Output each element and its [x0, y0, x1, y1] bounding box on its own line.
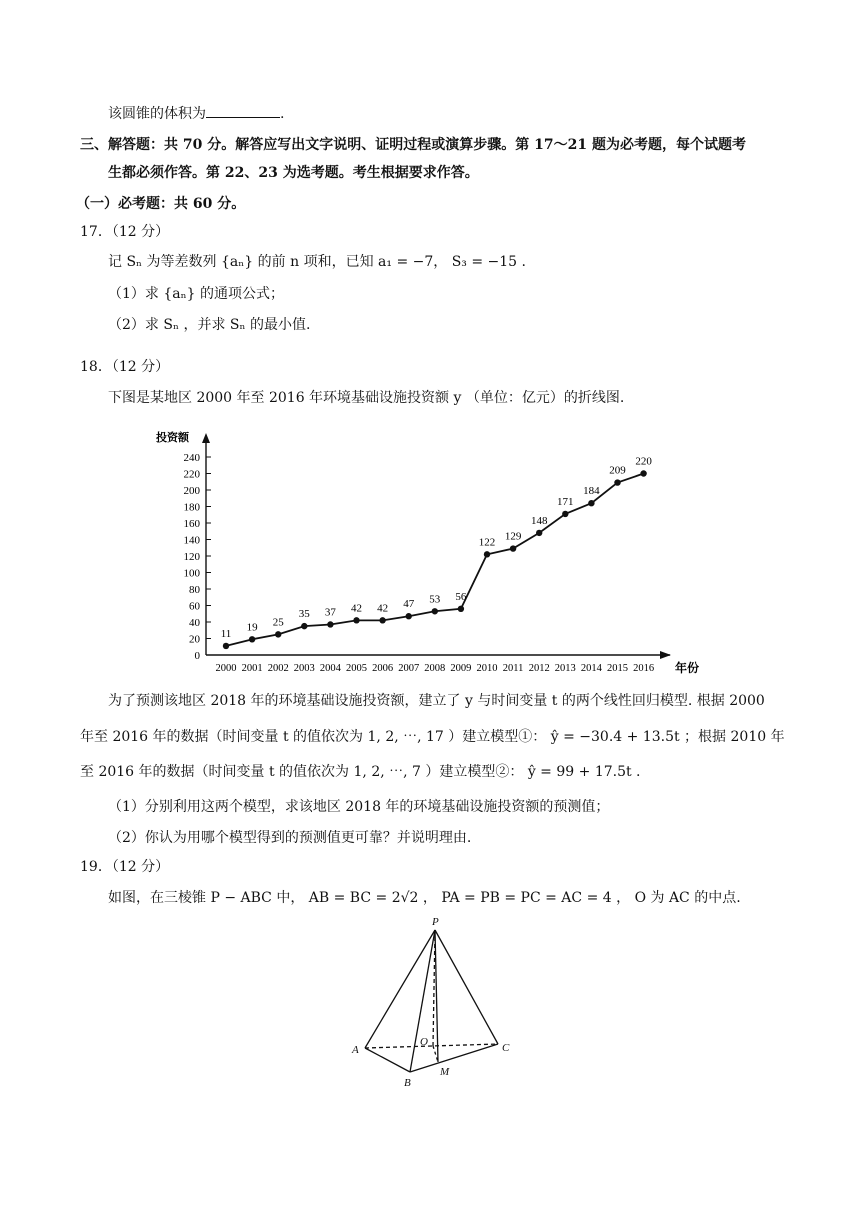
data-label: 11: [220, 627, 232, 640]
y-tick-label: 140: [183, 534, 200, 547]
data-label: 53: [429, 593, 441, 606]
x-tick-label: 2008: [424, 663, 446, 674]
x-tick-label: 2013: [554, 663, 576, 674]
q17-stem: 记 Sₙ 为等差数列 {aₙ} 的前 n 项和，已知 a₁ = −7， S₃ = −15 .: [108, 254, 526, 270]
x-tick-label: 2010: [476, 663, 498, 674]
x-tick-label: 2007: [398, 663, 420, 674]
label-C: C: [502, 1042, 510, 1054]
data-label: 184: [583, 485, 600, 498]
data-point: [562, 511, 568, 517]
data-point: [458, 606, 464, 612]
q18-number: 18．（12 分）: [80, 359, 170, 375]
data-label: 56: [455, 590, 467, 603]
data-label: 171: [557, 495, 574, 508]
x-tick-label: 2012: [528, 663, 550, 674]
y-tick-label: 40: [189, 617, 200, 629]
x-axis-label: 年份: [675, 661, 700, 675]
data-label: 122: [478, 536, 496, 549]
y-tick-label: 240: [183, 452, 200, 464]
q18-body2: 年至 2016 年的数据（时间变量 t 的值依次为 1, 2, ⋯, 17 ）建立模型①： ŷ = −30.4 + 13.5t ；根据 2010 年: [80, 729, 785, 745]
x-tick-label: 2001: [241, 663, 263, 674]
x-tick-label: 2011: [502, 663, 524, 674]
q18-body3: 至 2016 年的数据（时间变量 t 的值依次为 1, 2, ⋯, 7 ）建立模型②： ŷ = 99 + 17.5t .: [80, 764, 641, 780]
edge-AB: [365, 1048, 410, 1072]
y-tick-label: 80: [189, 584, 200, 596]
x-tick-label: 2015: [607, 663, 628, 674]
data-point: [301, 623, 307, 629]
y-tick-label: 0: [194, 650, 200, 662]
data-point: [249, 636, 255, 642]
data-label: 42: [351, 602, 362, 615]
q19-stem: 如图，在三棱锥 P − ABC 中， AB = BC = 2√2 ， PA = PB = PC = AC = 4 ， O 为 AC 的中点.: [108, 890, 741, 906]
x-tick-label: 2004: [319, 663, 341, 674]
q16-text: 该圆锥的体积为: [108, 106, 206, 122]
y-axis-label: 投资额: [156, 432, 189, 444]
q17-part1: （1）求 {aₙ} 的通项公式；: [108, 286, 285, 302]
data-label: 37: [324, 606, 336, 619]
y-tick-label: 180: [183, 501, 200, 514]
x-tick-label: 2002: [267, 663, 289, 674]
series-line: [226, 474, 644, 646]
data-label: 129: [504, 530, 522, 543]
q17-number: 17．（12 分）: [80, 224, 170, 240]
data-label: 35: [298, 608, 310, 621]
edge-PM: [435, 930, 438, 1062]
y-tick-label: 60: [189, 600, 200, 613]
section-required: （一）必考题：共 60 分。: [76, 196, 246, 212]
q18-part1: （1）分别利用这两个模型，求该地区 2018 年的环境基础设施投资额的预测值；: [108, 799, 610, 815]
x-tick-label: 2003: [293, 663, 315, 674]
data-label: 220: [635, 455, 652, 468]
x-tick-label: 2016: [633, 663, 655, 674]
label-A: A: [352, 1044, 359, 1056]
x-tick-label: 2000: [215, 663, 237, 674]
data-label: 148: [530, 514, 548, 527]
x-axis-arrow: [660, 651, 671, 659]
data-label: 19: [246, 621, 258, 634]
data-point: [536, 530, 542, 536]
data-point: [275, 631, 281, 637]
data-label: 42: [377, 602, 389, 615]
q18-body1: 为了预测该地区 2018 年的环境基础设施投资额，建立了 y 与时间变量 t 的两个线性回归模型. 根据 2000: [108, 693, 765, 709]
y-axis-arrow: [202, 433, 210, 443]
label-B: B: [404, 1077, 411, 1089]
edge-PC: [435, 930, 498, 1044]
edge-BC: [410, 1044, 498, 1072]
data-label: 47: [403, 598, 415, 611]
q18-stem: 下图是某地区 2000 年至 2016 年环境基础设施投资额 y （单位：亿元）的折线图.: [108, 390, 625, 406]
data-label: 25: [272, 616, 284, 629]
label-M: M: [440, 1066, 450, 1078]
data-point: [588, 500, 594, 506]
q16-tail: [108, 103, 284, 124]
answer-blank: [206, 103, 280, 118]
label-O: O: [420, 1036, 428, 1048]
x-tick-label: 2005: [346, 663, 367, 674]
data-point: [614, 479, 620, 485]
data-point: [406, 613, 412, 619]
y-tick-label: 200: [183, 485, 200, 497]
data-point: [223, 643, 229, 649]
q16-end: .: [280, 106, 285, 122]
data-point: [510, 545, 516, 551]
data-point: [484, 551, 490, 557]
series-polyline: [226, 474, 644, 646]
edge-PO-hidden: [433, 930, 435, 1046]
data-point: [432, 608, 438, 614]
pyramid-diagram: [340, 912, 540, 1092]
y-tick-label: 160: [183, 518, 200, 530]
section3-line2: 生都必须作答。第 22、23 为选考题。考生根据要求作答。: [108, 165, 479, 181]
y-tick-label: 120: [183, 551, 200, 563]
x-tick-label: 2009: [450, 663, 472, 674]
y-tick-label: 220: [183, 468, 200, 481]
y-tick-label: 100: [183, 567, 200, 580]
label-P: P: [432, 916, 439, 928]
x-tick-label: 2006: [372, 663, 394, 674]
data-point: [353, 617, 359, 623]
edge-AC-hidden: [365, 1044, 498, 1048]
data-point: [640, 470, 646, 476]
q18-part2: （2）你认为用哪个模型得到的预测值更可靠？并说明理由.: [108, 830, 472, 846]
data-point: [379, 617, 385, 623]
q19-number: 19．（12 分）: [80, 859, 170, 875]
y-tick-label: 20: [189, 633, 200, 646]
data-label: 209: [609, 464, 626, 477]
data-point: [327, 621, 333, 627]
q17-part2: （2）求 Sₙ ，并求 Sₙ 的最小值.: [108, 317, 311, 333]
x-tick-label: 2014: [580, 663, 602, 674]
section3-line1: 三、解答题：共 70 分。解答应写出文字说明、证明过程或演算步骤。第 17～21 题为必考题，每个试题考: [80, 137, 746, 153]
investment-line-chart: [150, 425, 710, 685]
